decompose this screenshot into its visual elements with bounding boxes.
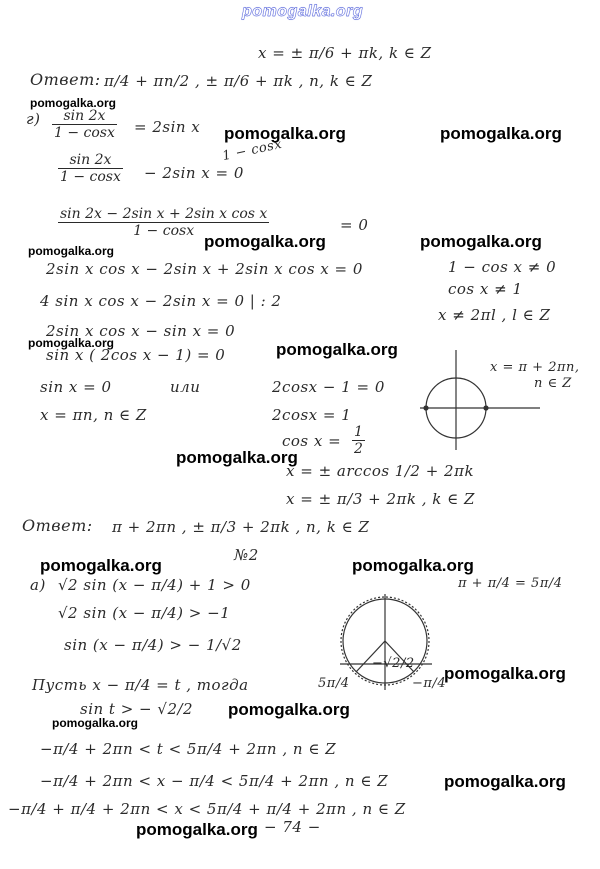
circle-top-note: π + π/4 = 5π/4 bbox=[458, 576, 563, 591]
ineq3: sin (x − π/4) > − 1/√2 bbox=[64, 636, 242, 654]
case1-b: x = πn, n ∈ Z bbox=[40, 406, 147, 424]
eq2-rhs: − 2sin x = 0 bbox=[144, 164, 244, 182]
eq1-num: sin 2x bbox=[63, 108, 106, 124]
answer-label-2: Ответ: bbox=[22, 516, 93, 535]
eq3-num: sin 2x − 2sin x + 2sin x cos x bbox=[60, 206, 268, 222]
item-label-a: а) bbox=[30, 576, 46, 594]
watermark-small: pomogalka.org bbox=[30, 96, 117, 110]
problem-number: №2 bbox=[234, 546, 259, 564]
watermark: pomogalka.org bbox=[420, 232, 542, 251]
circle-left-note: 5π/4 bbox=[318, 676, 350, 691]
eq2-num: sin 2x bbox=[69, 152, 112, 168]
ineq2: √2 sin (x − π/4) > −1 bbox=[58, 604, 231, 622]
item-label-g: г) bbox=[26, 110, 41, 128]
eq1-den: 1 − cosx bbox=[54, 125, 115, 141]
eq6: 2sin x cos x − sin x = 0 bbox=[46, 322, 236, 340]
eq7: sin x ( 2cos x − 1) = 0 bbox=[46, 346, 226, 364]
circle-note-2: n ∈ Z bbox=[534, 376, 572, 391]
case2-b: 2cosx = 1 bbox=[272, 406, 352, 424]
eq4: 2sin x cos x − 2sin x + 2sin x cos x = 0 bbox=[46, 260, 363, 278]
page-number: − 74 − bbox=[264, 818, 321, 836]
range1: −π/4 + 2πn < t < 5π/4 + 2πn , n ∈ Z bbox=[40, 740, 337, 758]
eq3-den: 1 − cosx bbox=[58, 222, 269, 239]
cond2: cos x ≠ 1 bbox=[448, 280, 523, 298]
range2: −π/4 + 2πn < x − π/4 < 5π/4 + 2πn , n ∈ Z bbox=[40, 772, 389, 790]
eq1-fraction bbox=[52, 108, 117, 141]
frac-den: 2 bbox=[354, 441, 363, 457]
case2-c: cos x = bbox=[282, 432, 342, 450]
circle-right-note: −π/4 bbox=[412, 676, 447, 691]
or-word: или bbox=[170, 378, 201, 396]
eq1-rhs: = 2sin x bbox=[134, 118, 201, 136]
watermark: pomogalka.org bbox=[40, 556, 162, 575]
watermark-small: pomogalka.org bbox=[52, 716, 139, 730]
watermark: pomogalka.org bbox=[444, 772, 566, 791]
answer-text-2: π + 2πn , ± π/3 + 2πk , n, k ∈ Z bbox=[112, 518, 370, 536]
frac-num: 1 bbox=[354, 424, 363, 440]
case2-a: 2cosx − 1 = 0 bbox=[272, 378, 385, 396]
watermark: pomogalka.org bbox=[224, 124, 346, 143]
substitution: Пусть x − π/4 = t , тогда bbox=[32, 676, 249, 694]
watermark: pomogalka.org bbox=[444, 664, 566, 683]
case2-e: x = ± π/3 + 2πk , k ∈ Z bbox=[286, 490, 475, 508]
watermark: pomogalka.org bbox=[176, 448, 298, 467]
solution-line: x = ± π/6 + πk, k ∈ Z bbox=[258, 44, 432, 62]
watermark: pomogalka.org bbox=[204, 232, 326, 251]
eq1-note: 1 − cosx bbox=[221, 136, 284, 165]
cond1: 1 − cos x ≠ 0 bbox=[448, 258, 557, 276]
range3: −π/4 + π/4 + 2πn < x < 5π/4 + π/4 + 2πn , n ∈ Z bbox=[8, 800, 406, 818]
circle-small-label: −√2/2 bbox=[372, 656, 415, 671]
cond3: x ≠ 2πl , l ∈ Z bbox=[438, 306, 551, 324]
watermark-small: pomogalka.org bbox=[28, 336, 115, 350]
eq5: 4 sin x cos x − 2sin x = 0 | : 2 bbox=[40, 292, 282, 310]
case1-a: sin x = 0 bbox=[40, 378, 112, 396]
case2-d: x = ± arccos 1/2 + 2πk bbox=[286, 462, 475, 480]
eq3-rhs: = 0 bbox=[340, 216, 369, 234]
top-watermark: pomogalka.org bbox=[242, 3, 364, 20]
answer-label-1: Ответ: bbox=[30, 70, 101, 89]
watermark: pomogalka.org bbox=[352, 556, 474, 575]
circle-note-1: x = π + 2πn, bbox=[490, 360, 580, 375]
watermark: pomogalka.org bbox=[440, 124, 562, 143]
ineq1: √2 sin (x − π/4) + 1 > 0 bbox=[58, 576, 251, 594]
eq2-fraction bbox=[58, 152, 123, 185]
watermark-small: pomogalka.org bbox=[28, 244, 115, 258]
eq2-den: 1 − cosx bbox=[60, 169, 121, 185]
watermark: pomogalka.org bbox=[276, 340, 398, 359]
watermark: pomogalka.org bbox=[136, 820, 258, 839]
answer-text-1: π/4 + πn/2 , ± π/6 + πk , n, k ∈ Z bbox=[104, 72, 373, 90]
watermark: pomogalka.org bbox=[228, 700, 350, 719]
case2-c-fraction bbox=[352, 424, 365, 457]
sub-ineq: sin t > − √2/2 bbox=[80, 700, 194, 718]
